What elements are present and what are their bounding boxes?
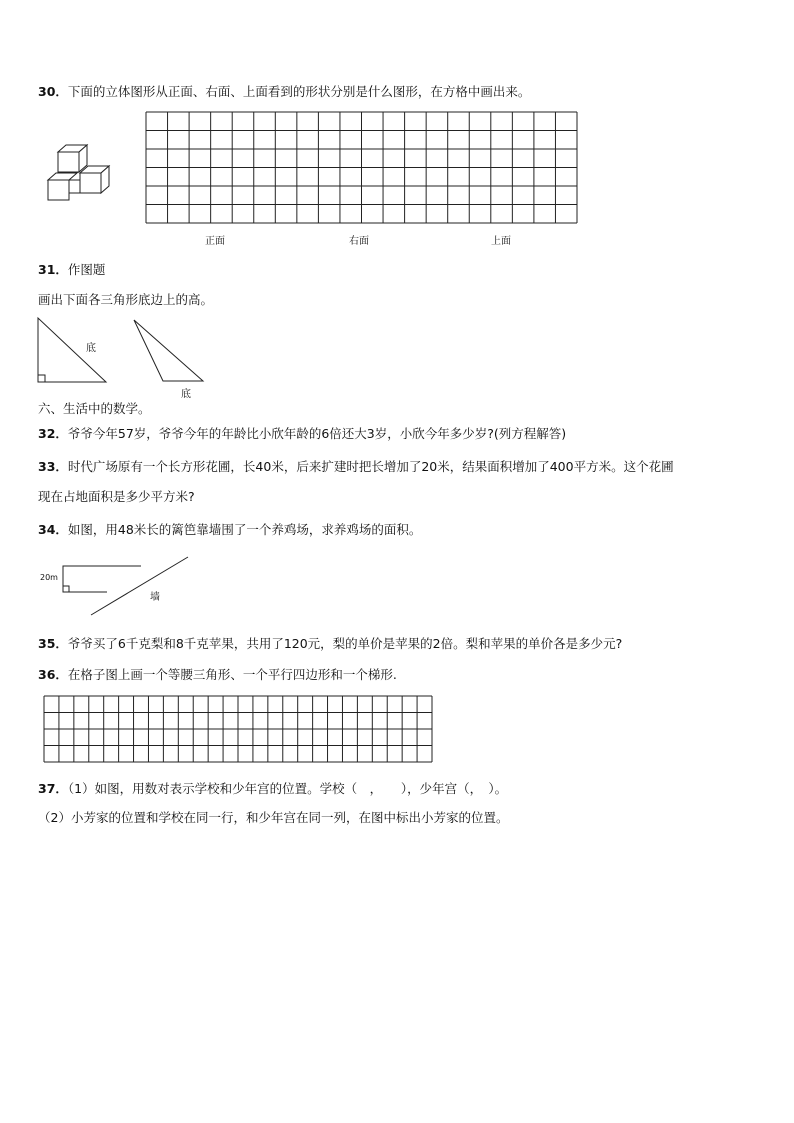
q33-text xyxy=(38,459,674,475)
q35-number: 35． xyxy=(38,636,68,651)
q34-prompt: 如图，用48米长的篱笆靠墙围了一个养鸡场，求养鸡场的面积。 xyxy=(67,522,422,537)
label-right-view: 右面 xyxy=(349,236,369,247)
q32-number: 32． xyxy=(38,426,68,441)
q31-instruction: 画出下面各三角形底边上的高。 xyxy=(38,292,214,307)
q31-number: 31． xyxy=(38,262,68,277)
q36-text xyxy=(38,667,397,683)
q37-part2: （2）小芳家的位置和学校在同一行，和少年宫在同一列，在图中标出小芳家的位置。 xyxy=(38,810,509,825)
wall-label: 墙 xyxy=(150,592,160,603)
q30-number: 30． xyxy=(38,84,68,99)
q30-prompt: 下面的立体图形从正面、右面、上面看到的形状分别是什么图形，在方格中画出来。 xyxy=(67,84,531,99)
q36-number: 36． xyxy=(38,667,68,682)
q36-prompt: 在格子图上画一个等腰三角形、一个平行四边形和一个梯形. xyxy=(67,667,397,682)
q30-text xyxy=(38,84,530,100)
q34-text xyxy=(38,522,421,538)
q34-number: 34． xyxy=(38,522,68,537)
yard-side-label: 20m xyxy=(40,573,58,582)
triangle1-base-label: 底 xyxy=(86,343,96,354)
section6-heading: 六、生活中的数学。 xyxy=(38,401,151,416)
q35-text xyxy=(38,636,622,652)
q37-part1-prompt: （1）如图，用数对表示学校和少年宫的位置。学校（ ， ），少年宫（， ）。 xyxy=(67,781,508,796)
q33-prompt-line1: 时代广场原有一个长方形花圃，长40米，后来扩建时把长增加了20米，结果面积增加了400平方米。这个花圃 xyxy=(67,459,674,474)
q31-title: 作图题 xyxy=(67,262,106,277)
q31-title-line xyxy=(38,262,105,278)
q32-text xyxy=(38,426,566,442)
q35-prompt: 爷爷买了6千克梨和8千克苹果，共用了120元，梨的单价是苹果的2倍。梨和苹果的单价各是多少元? xyxy=(67,636,623,651)
q37-number: 37． xyxy=(38,781,68,796)
q37-part1 xyxy=(38,781,507,797)
label-front-view: 正面 xyxy=(205,236,225,247)
q33-number: 33． xyxy=(38,459,68,474)
triangle2-base-label: 底 xyxy=(181,389,191,400)
q32-prompt: 爷爷今年57岁，爷爷今年的年龄比小欣年龄的6倍还大3岁，小欣今年多少岁?(列方程解答) xyxy=(67,426,567,441)
label-top-view: 上面 xyxy=(491,236,511,247)
q33-prompt-line2: 现在占地面积是多少平方米? xyxy=(38,489,195,504)
